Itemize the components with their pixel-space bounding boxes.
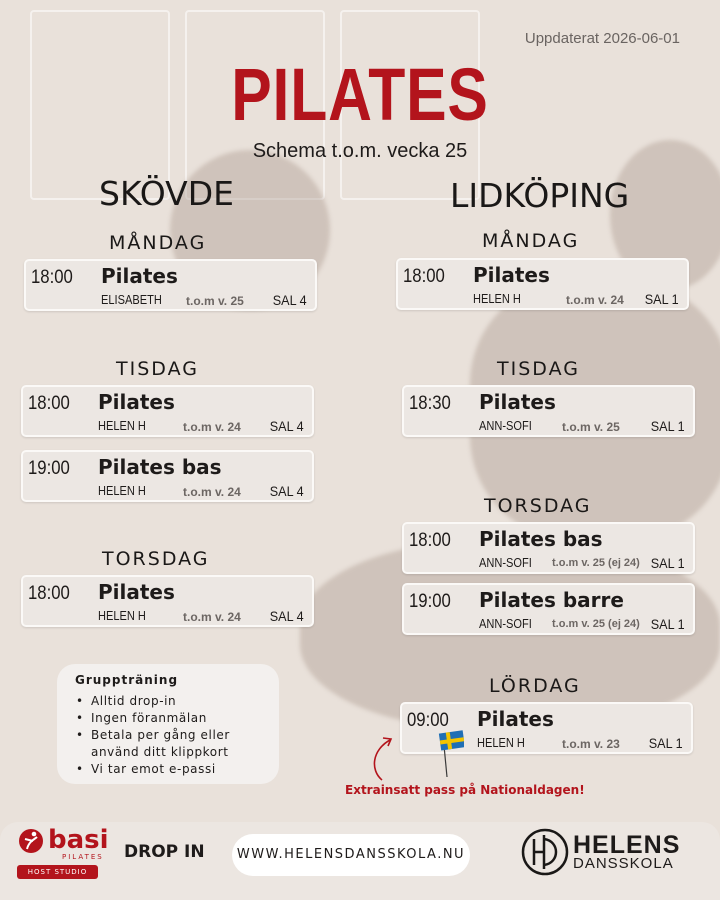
class-time: 18:00 — [403, 266, 445, 287]
day-heading: TISDAG — [116, 358, 199, 380]
class-room: SAL 4 — [270, 483, 304, 499]
city-heading-skovde: SKÖVDE — [99, 174, 235, 213]
class-teacher: HELEN H — [98, 418, 146, 433]
class-time: 18:30 — [409, 393, 451, 414]
class-until: t.o.m v. 24 — [183, 610, 241, 624]
class-name: Pilates bas — [98, 455, 222, 479]
basi-host-studio-tag: HOST STUDIO — [17, 865, 98, 879]
class-room: SAL 1 — [651, 616, 685, 632]
day-heading: MÅNDAG — [109, 232, 207, 254]
website-link[interactable]: WWW.HELENSDANSSKOLA.NU — [232, 834, 470, 876]
class-time: 18:00 — [28, 583, 70, 604]
list-item: • Ingen föranmälan — [75, 710, 279, 727]
basi-logo-subtext: PILATES — [62, 853, 104, 861]
class-name: Pilates — [479, 390, 556, 414]
swedish-flag-icon — [438, 729, 464, 779]
class-teacher: HELEN H — [473, 291, 521, 306]
class-room: SAL 4 — [273, 292, 307, 308]
class-card — [402, 583, 695, 635]
class-room: SAL 1 — [645, 291, 679, 307]
class-card — [402, 385, 695, 437]
class-teacher: ANN-SOFI — [479, 616, 532, 631]
class-name: Pilates bas — [479, 527, 603, 551]
day-heading: TORSDAG — [102, 548, 210, 570]
class-until: t.o.m v. 23 — [562, 737, 620, 751]
info-list — [75, 693, 279, 778]
class-room: SAL 1 — [649, 735, 683, 751]
class-until: t.o.m v. 25 — [186, 294, 244, 308]
updated-date: Uppdaterat 2026-06-01 — [524, 30, 680, 47]
class-name: Pilates — [473, 263, 550, 287]
list-item: • Alltid drop-in — [75, 693, 279, 710]
day-heading: MÅNDAG — [482, 230, 580, 252]
class-name: Pilates barre — [479, 588, 624, 612]
class-name: Pilates — [477, 707, 554, 731]
day-heading: TORSDAG — [484, 495, 592, 517]
class-room: SAL 4 — [270, 418, 304, 434]
class-name: Pilates — [101, 264, 178, 288]
class-until: t.o.m v. 25 (ej 24) — [552, 557, 640, 569]
list-item: • Vi tar emot e-passi — [75, 761, 279, 778]
class-until: t.o.m v. 25 (ej 24) — [552, 618, 640, 630]
class-room: SAL 4 — [270, 608, 304, 624]
class-name: Pilates — [98, 580, 175, 604]
class-room: SAL 1 — [651, 418, 685, 434]
drop-in-label: DROP IN — [124, 842, 205, 862]
list-item: • Betala per gång eller använd ditt klippkort — [75, 727, 279, 761]
brand-subname: DANSSKOLA — [573, 855, 674, 872]
class-teacher: ANN-SOFI — [479, 418, 532, 433]
class-time: 18:00 — [409, 530, 451, 551]
class-time: 19:00 — [28, 458, 70, 479]
class-card — [21, 575, 314, 627]
class-teacher: HELEN H — [98, 483, 146, 498]
info-box — [57, 664, 279, 784]
class-until: t.o.m v. 24 — [183, 485, 241, 499]
class-name: Pilates — [98, 390, 175, 414]
day-heading: LÖRDAG — [489, 675, 581, 697]
class-card — [21, 385, 314, 437]
city-heading-lidkoping: LIDKÖPING — [450, 176, 630, 215]
basi-logo-text: basi — [48, 825, 109, 855]
class-teacher: ELISABETH — [101, 292, 162, 307]
day-heading: TISDAG — [497, 358, 580, 380]
class-card — [21, 450, 314, 502]
class-teacher: ANN-SOFI — [479, 555, 532, 570]
helens-dansskola-logo-icon — [520, 827, 570, 877]
class-until: t.o.m v. 24 — [566, 293, 624, 307]
brand-name: HELENS — [573, 831, 681, 859]
class-room: SAL 1 — [651, 555, 685, 571]
class-time: 18:00 — [28, 393, 70, 414]
class-teacher: HELEN H — [98, 608, 146, 623]
class-time: 19:00 — [409, 591, 451, 612]
class-until: t.o.m v. 25 — [562, 420, 620, 434]
page-title: PILATES — [231, 53, 489, 136]
class-until: t.o.m v. 24 — [183, 420, 241, 434]
class-card — [396, 258, 689, 310]
class-time: 09:00 — [407, 710, 449, 731]
extra-session-note: Extrainsatt pass på Nationaldagen! — [345, 783, 585, 797]
curved-arrow-icon — [368, 734, 398, 782]
page-subtitle: Schema t.o.m. vecka 25 — [252, 140, 468, 162]
class-time: 18:00 — [31, 267, 73, 288]
class-card — [24, 259, 317, 311]
class-card — [402, 522, 695, 574]
class-teacher: HELEN H — [477, 735, 525, 750]
info-title: Gruppträning — [75, 673, 179, 687]
